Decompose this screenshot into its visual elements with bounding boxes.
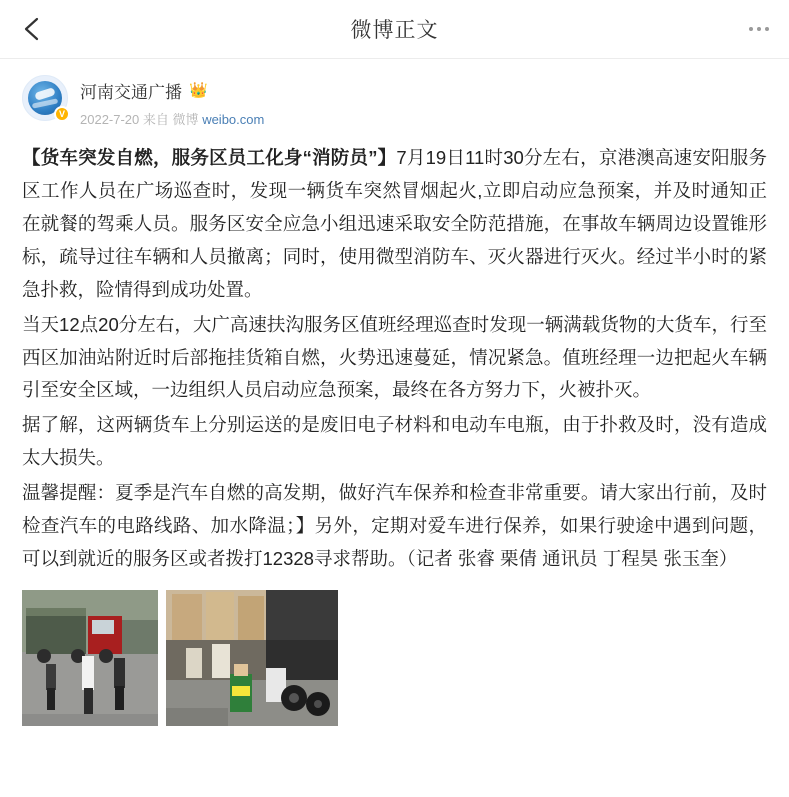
weibo-post [0,59,789,726]
photo-truck-fire-scene[interactable] [22,590,158,726]
verified-badge-icon: V [54,106,70,122]
more-horizontal-icon-dot-1 [749,27,753,31]
post-date: 2022-7-20 [80,112,140,127]
page-header [0,0,789,59]
post-paragraph-3: 据了解，这两辆货车上分别运送的是废旧电子材料和电动车电瓶，由于扑救及时，没有造成太大损失。 [22,414,767,469]
page-title: 微博正文 [350,19,439,42]
author-meta [80,75,264,128]
post-paragraph-4: 温馨提醒：夏季是汽车自燃的高发期，做好汽车保养和检查非常重要。请大家出行前，及时检查汽车的电路线路、加水降温；】另外，定期对爱车进行保养，如果行驶途中遇到问题，可以到就近的服务区或者拨打12328寻求帮助。（记者 张睿 栗倩 通讯员 丁程昊 张玉奎） [22,482,767,570]
post-source-prefix: 来自 [142,112,169,127]
post-paragraph-1-text: 7月19日11时30分左右，京港澳高速安阳服务区工作人员在广场巡查时，发现一辆货车突然冒烟起火,立即启动应急预案，并及时通知正在就餐的驾乘人员。服务区安全应急小组迅速采取安全防范措施，在事故车辆周边设置锥形标，疏导过往车辆和人员撤离；同时，使用微型消防车、灭火器进行灭火。经过半小时的紧急扑救，险情得到成功处置。 [22,147,767,300]
post-source-link[interactable]: weibo.com [202,112,265,127]
chevron-left-icon [22,15,42,43]
post-paragraph-2: 当天12点20分左右，大广高速扶沟服务区值班经理巡查时发现一辆满载货物的大货车，行至西区加油站附近时后部拖挂货箱自燃，火势迅速蔓延，情况紧急。值班经理一边把起火车辆引至安全区域，一边组织人员启动应急预案，最终在各方努力下，火被扑灭。 [22,313,767,401]
post-content [22,142,767,576]
author-name[interactable]: 河南交通广播 [80,83,182,102]
more-options-button[interactable] [749,27,769,31]
post-images [22,590,767,726]
back-button[interactable] [18,15,46,43]
avatar[interactable] [22,75,68,121]
more-horizontal-icon-dot-3 [765,27,769,31]
post-paragraph-1 [22,142,767,307]
post-headline: 【货车突发自燃，服务区员工化身“消防员”】 [22,147,397,168]
post-source-name: 微博 [172,112,199,127]
author-row [22,75,767,128]
photo-cargo-unloading[interactable] [166,590,338,726]
author-name-row [80,78,264,103]
post-meta-line [80,109,264,128]
crown-icon: 👑 [189,82,208,99]
more-horizontal-icon-dot-2 [757,27,761,31]
